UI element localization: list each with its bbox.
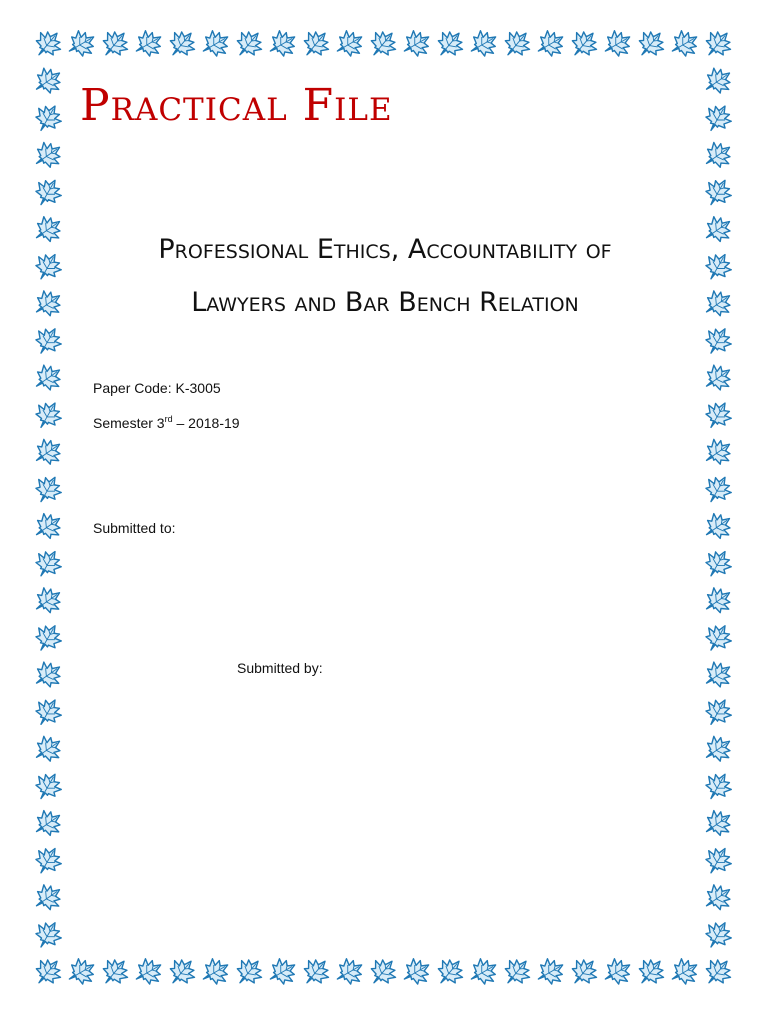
maple-leaf-icon	[398, 954, 435, 991]
maple-leaf-icon	[699, 879, 737, 916]
maple-leaf-icon	[297, 25, 335, 63]
semester-ordinal-suffix: rd	[164, 414, 173, 424]
maple-leaf-icon	[63, 954, 100, 991]
maple-leaf-icon	[29, 359, 67, 396]
maple-leaf-icon	[498, 25, 536, 63]
maple-leaf-icon	[398, 26, 435, 63]
maple-leaf-icon	[29, 25, 67, 63]
maple-leaf-icon	[331, 954, 368, 991]
maple-leaf-icon	[30, 842, 67, 879]
paper-code: Paper Code: K-3005	[93, 380, 221, 396]
maple-leaf-icon	[96, 25, 134, 63]
maple-leaf-icon	[699, 434, 737, 471]
maple-leaf-icon	[197, 954, 234, 991]
maple-leaf-icon	[699, 137, 737, 174]
maple-leaf-icon	[666, 26, 703, 63]
maple-leaf-icon	[431, 953, 469, 991]
maple-leaf-icon	[632, 25, 670, 63]
subject-title-line-1: Professional Ethics, Accountability of	[158, 234, 612, 265]
maple-leaf-icon	[700, 174, 737, 211]
maple-leaf-icon	[565, 953, 603, 991]
maple-leaf-icon	[700, 248, 737, 285]
maple-leaf-icon	[29, 879, 67, 916]
maple-leaf-icon	[565, 25, 603, 63]
semester-line	[93, 414, 240, 432]
maple-leaf-icon	[699, 953, 737, 991]
maple-leaf-icon	[699, 25, 737, 63]
maple-leaf-icon	[699, 731, 737, 768]
maple-leaf-icon	[465, 26, 502, 63]
page-title: Practical File	[80, 80, 393, 131]
maple-leaf-icon	[29, 582, 67, 619]
maple-leaf-icon	[297, 953, 335, 991]
maple-leaf-icon	[29, 656, 67, 693]
semester-year: – 2018-19	[172, 415, 240, 431]
submitted-by-label: Submitted by:	[237, 660, 323, 676]
maple-leaf-icon	[63, 26, 100, 63]
maple-leaf-icon	[230, 953, 268, 991]
maple-leaf-icon	[30, 694, 67, 731]
maple-leaf-icon	[699, 285, 737, 322]
maple-leaf-icon	[163, 25, 201, 63]
maple-leaf-icon	[130, 954, 167, 991]
maple-leaf-icon	[364, 25, 402, 63]
maple-leaf-icon	[666, 954, 703, 991]
maple-leaf-icon	[264, 954, 301, 991]
maple-leaf-icon	[264, 26, 301, 63]
maple-leaf-icon	[700, 471, 737, 508]
maple-leaf-icon	[700, 397, 737, 434]
maple-leaf-icon	[700, 768, 737, 805]
maple-leaf-icon	[700, 694, 737, 731]
maple-leaf-icon	[30, 471, 67, 508]
maple-leaf-icon	[29, 137, 67, 174]
maple-leaf-icon	[699, 508, 737, 545]
maple-leaf-icon	[29, 953, 67, 991]
maple-leaf-icon	[96, 953, 134, 991]
maple-leaf-icon	[431, 25, 469, 63]
semester-label: Semester 3	[93, 415, 165, 431]
maple-leaf-icon	[197, 26, 234, 63]
maple-leaf-icon	[532, 954, 569, 991]
maple-leaf-icon	[30, 322, 67, 359]
maple-leaf-icon	[30, 768, 67, 805]
maple-leaf-icon	[30, 100, 67, 137]
maple-leaf-icon	[700, 100, 737, 137]
maple-leaf-icon	[29, 508, 67, 545]
maple-leaf-icon	[30, 916, 67, 953]
maple-leaf-icon	[230, 25, 268, 63]
maple-leaf-icon	[30, 174, 67, 211]
maple-leaf-icon	[599, 954, 636, 991]
maple-leaf-icon	[465, 954, 502, 991]
maple-leaf-icon	[498, 953, 536, 991]
maple-leaf-icon	[699, 582, 737, 619]
maple-leaf-icon	[29, 434, 67, 471]
maple-leaf-icon	[700, 842, 737, 879]
maple-leaf-icon	[364, 953, 402, 991]
maple-leaf-icon	[700, 322, 737, 359]
maple-leaf-icon	[599, 26, 636, 63]
maple-leaf-icon	[331, 26, 368, 63]
maple-leaf-icon	[30, 619, 67, 656]
maple-leaf-icon	[700, 619, 737, 656]
submitted-to-label: Submitted to:	[93, 520, 176, 536]
maple-leaf-icon	[130, 26, 167, 63]
maple-leaf-icon	[163, 953, 201, 991]
maple-leaf-icon	[700, 916, 737, 953]
maple-leaf-icon	[29, 731, 67, 768]
maple-leaf-icon	[532, 26, 569, 63]
maple-leaf-icon	[699, 359, 737, 396]
maple-leaf-icon	[29, 62, 67, 99]
maple-leaf-icon	[29, 805, 67, 842]
maple-leaf-icon	[30, 545, 67, 582]
maple-leaf-icon	[699, 805, 737, 842]
maple-leaf-icon	[632, 953, 670, 991]
maple-leaf-icon	[699, 62, 737, 99]
maple-leaf-icon	[29, 285, 67, 322]
maple-leaf-icon	[29, 211, 67, 248]
maple-leaf-icon	[699, 656, 737, 693]
maple-leaf-icon	[700, 545, 737, 582]
subject-title-line-2: Lawyers and Bar Bench Relation	[191, 287, 579, 318]
maple-leaf-icon	[30, 397, 67, 434]
maple-leaf-icon	[30, 248, 67, 285]
maple-leaf-icon	[699, 211, 737, 248]
